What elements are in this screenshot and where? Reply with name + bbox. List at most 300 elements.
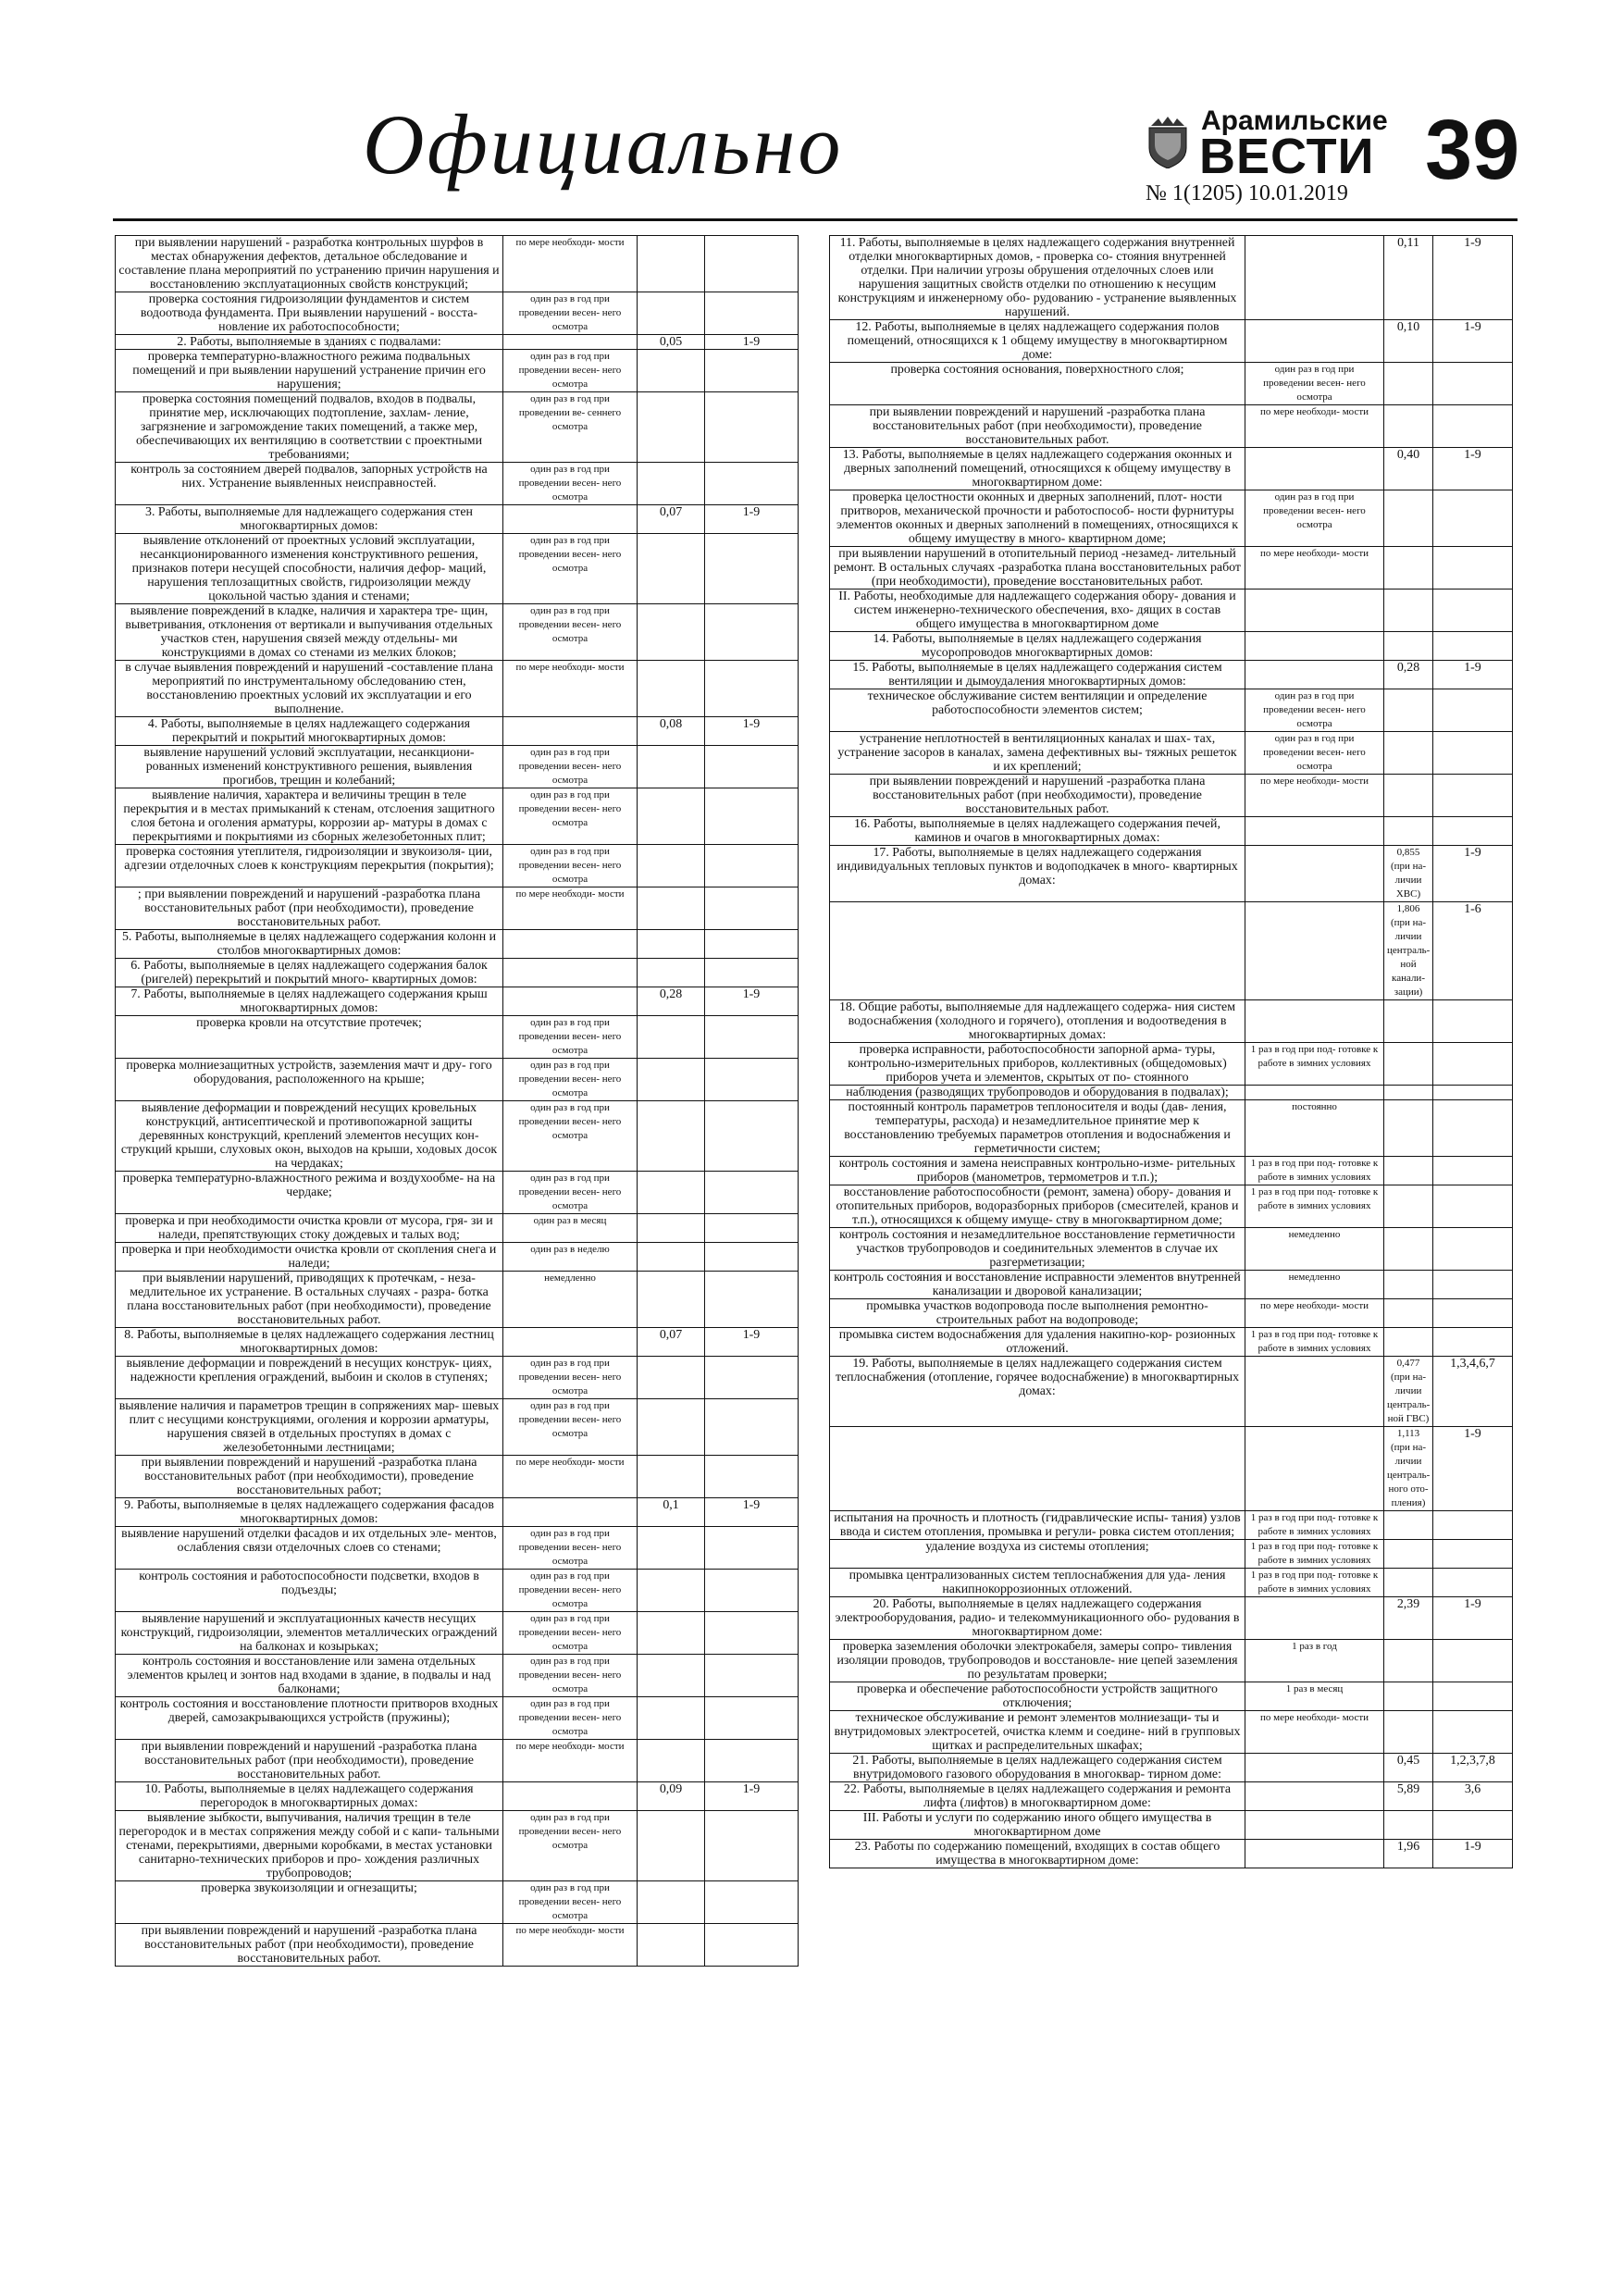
table-cell: 0,1 bbox=[638, 1498, 705, 1527]
table-cell: 1-9 bbox=[1433, 846, 1513, 902]
table-cell: проверка молниезащитных устройств, заземления мачт и дру- гого оборудования, расположенного на крыше; bbox=[116, 1059, 503, 1101]
table-cell: при выявлении повреждений и нарушений -разработка плана восстановительных работ (при необходимости), проведение восстановительных работ. bbox=[830, 405, 1245, 448]
table-cell: один раз в год при проведении весен- него осмотра bbox=[503, 788, 638, 845]
table-cell bbox=[1384, 1299, 1433, 1328]
table-row bbox=[116, 1612, 799, 1655]
table-row bbox=[116, 534, 799, 604]
table-cell bbox=[638, 236, 705, 292]
table-cell: один раз в год при проведении весен- него осмотра bbox=[503, 746, 638, 788]
table-cell bbox=[705, 1740, 799, 1782]
table-cell: 0,10 bbox=[1384, 320, 1433, 363]
table-cell: один раз в месяц bbox=[503, 1214, 638, 1243]
table-cell: при выявлении повреждений и нарушений -разработка плана восстановительных работ (при необходимости), проведение восстановительных работ. bbox=[116, 1924, 503, 1967]
table-cell bbox=[1245, 632, 1384, 661]
table-cell bbox=[1433, 1157, 1513, 1185]
table-cell bbox=[503, 1782, 638, 1811]
table-cell bbox=[1433, 1328, 1513, 1357]
table-cell: 10. Работы, выполняемые в целях надлежащего содержания перегородок в многоквартирных домах: bbox=[116, 1782, 503, 1811]
table-row bbox=[830, 1540, 1513, 1569]
table-cell: постоянный контроль параметров теплоносителя и воды (дав- ления, температуры, расхода) и незамедлительное принятие мер к восстановлению требуемых параметров отопления и водоснабжения и герметичности систем; bbox=[830, 1100, 1245, 1157]
table-row bbox=[116, 604, 799, 661]
table-cell bbox=[1433, 1811, 1513, 1840]
table-cell: один раз в год при проведении весен- него осмотра bbox=[503, 1101, 638, 1172]
table-cell bbox=[1245, 448, 1384, 490]
table-cell bbox=[1433, 1569, 1513, 1597]
table-cell: немедленно bbox=[1245, 1228, 1384, 1271]
table-row bbox=[116, 717, 799, 746]
table-row bbox=[830, 902, 1513, 1000]
table-cell bbox=[705, 1456, 799, 1498]
table-cell: один раз в неделю bbox=[503, 1243, 638, 1272]
table-cell bbox=[638, 1214, 705, 1243]
table-row bbox=[830, 1185, 1513, 1228]
table-cell: по мере необходи- мости bbox=[503, 1740, 638, 1782]
table-cell bbox=[1433, 1640, 1513, 1682]
table-cell bbox=[503, 335, 638, 350]
table-cell: 1 раз в год bbox=[1245, 1640, 1384, 1682]
table-cell bbox=[1384, 689, 1433, 732]
table-cell: 3. Работы, выполняемые для надлежащего содержания стен многоквартирных домов: bbox=[116, 505, 503, 534]
table-row bbox=[830, 1157, 1513, 1185]
table-cell: 0,28 bbox=[638, 987, 705, 1016]
table-cell bbox=[1384, 1185, 1433, 1228]
table-cell bbox=[638, 887, 705, 930]
table-row bbox=[830, 1840, 1513, 1868]
table-cell: 1,2,3,7,8 bbox=[1433, 1754, 1513, 1782]
table-cell bbox=[705, 1101, 799, 1172]
table-cell: 16. Работы, выполняемые в целях надлежащего содержания печей, каминов и очагов в многоквартирных домах: bbox=[830, 817, 1245, 846]
table-cell: испытания на прочность и плотность (гидравлические испы- тания) узлов ввода и систем отопления, промывка и регули- ровка систем отопления; bbox=[830, 1511, 1245, 1540]
table-cell bbox=[830, 902, 1245, 1000]
table-cell: проверка и обеспечение работоспособности устройств защитного отключения; bbox=[830, 1682, 1245, 1711]
table-cell bbox=[705, 1272, 799, 1328]
table-cell bbox=[1433, 817, 1513, 846]
table-cell bbox=[503, 717, 638, 746]
table-cell: проверка состояния гидроизоляции фундаментов и систем водоотвода фундамента. При выявлении нарушений - восста- новление их работоспособности; bbox=[116, 292, 503, 335]
table-row bbox=[830, 846, 1513, 902]
table-row bbox=[830, 1299, 1513, 1328]
table-cell: 8. Работы, выполняемые в целях надлежащего содержания лестниц многоквартирных домов: bbox=[116, 1328, 503, 1357]
table-cell: выявление зыбкости, выпучивания, наличия трещин в теле перегородок и в местах сопряжения между собой и с капи- тальными стенами, перекрытиями, дверными коробками, в местах установки санитарно-технических приборов и про- хождения различных трубопроводов; bbox=[116, 1811, 503, 1881]
table-cell: по мере необходи- мости bbox=[503, 1456, 638, 1498]
table-cell bbox=[638, 845, 705, 887]
table-cell bbox=[1433, 1682, 1513, 1711]
table-cell: проверка заземления оболочки электрокабеля, замеры сопро- тивления изоляции проводов, трубопроводов и восстановле- ние цепей заземления по результатам проверки; bbox=[830, 1640, 1245, 1682]
table-cell bbox=[705, 292, 799, 335]
table-row bbox=[830, 632, 1513, 661]
table-cell: 22. Работы, выполняемые в целях надлежащего содержания и ремонта лифта (лифтов) в многоквартирном доме: bbox=[830, 1782, 1245, 1811]
table-cell bbox=[705, 1059, 799, 1101]
table-row bbox=[830, 732, 1513, 775]
table-cell bbox=[1433, 775, 1513, 817]
table-cell: по мере необходи- мости bbox=[1245, 775, 1384, 817]
table-cell bbox=[705, 236, 799, 292]
table-cell bbox=[1384, 732, 1433, 775]
table-cell: 0,855 (при на- личии ХВС) bbox=[1384, 846, 1433, 902]
table-cell bbox=[638, 661, 705, 717]
table-cell: 15. Работы, выполняемые в целях надлежащего содержания систем вентиляции и дымоудаления многоквартирных домов: bbox=[830, 661, 1245, 689]
table-row bbox=[116, 845, 799, 887]
table-row bbox=[830, 405, 1513, 448]
table-row bbox=[830, 1000, 1513, 1043]
table-row bbox=[830, 661, 1513, 689]
table-cell: 1-9 bbox=[705, 717, 799, 746]
table-cell: 1,113 (при на- личии централь- ного ото- пления) bbox=[1384, 1427, 1433, 1511]
table-row bbox=[116, 987, 799, 1016]
table-cell bbox=[705, 1697, 799, 1740]
table-cell: один раз в год при проведении весен- него осмотра bbox=[503, 1172, 638, 1214]
table-row bbox=[116, 1456, 799, 1498]
table-row bbox=[116, 746, 799, 788]
table-row bbox=[116, 350, 799, 392]
table-cell bbox=[705, 350, 799, 392]
table-row bbox=[116, 1697, 799, 1740]
table-row bbox=[116, 1740, 799, 1782]
table-cell: контроль состояния и незамедлительное восстановление герметичности участков трубопроводов и соединительных элементов в случае их разгерметизации; bbox=[830, 1228, 1245, 1271]
table-cell bbox=[1433, 1228, 1513, 1271]
table-cell bbox=[705, 1357, 799, 1399]
table-cell: 1,96 bbox=[1384, 1840, 1433, 1868]
table-cell bbox=[503, 505, 638, 534]
table-cell: один раз в год при проведении весен- него осмотра bbox=[1245, 363, 1384, 405]
table-cell: выявление нарушений отделки фасадов и их отдельных эле- ментов, ослабления связи отделочных слоев со стенами; bbox=[116, 1527, 503, 1570]
table-cell bbox=[705, 1214, 799, 1243]
table-cell bbox=[1433, 405, 1513, 448]
table-cell bbox=[503, 930, 638, 959]
table-cell: проверка состояния помещений подвалов, входов в подвалы, принятие мер, исключающих подтопление, захлам- ление, загрязнение и загромождение таких помещений, а также мер, обеспечивающих их вентиляцию в соответствии с проектными требованиями; bbox=[116, 392, 503, 463]
table-cell bbox=[1433, 632, 1513, 661]
table-cell bbox=[1384, 363, 1433, 405]
table-cell: 1 раз в год при под- готовке к работе в зимних условиях bbox=[1245, 1511, 1384, 1540]
table-cell bbox=[638, 1697, 705, 1740]
table-cell bbox=[638, 1881, 705, 1924]
table-cell bbox=[1245, 1000, 1384, 1043]
table-cell bbox=[1384, 1000, 1433, 1043]
table-cell: 14. Работы, выполняемые в целях надлежащего содержания мусоропроводов многоквартирных домов: bbox=[830, 632, 1245, 661]
table-cell bbox=[1245, 1811, 1384, 1840]
table-cell bbox=[1433, 689, 1513, 732]
table-cell: при выявлении повреждений и нарушений -разработка плана восстановительных работ (при необходимости), проведение восстановительных работ. bbox=[830, 775, 1245, 817]
table-cell: один раз в год при проведении весен- него осмотра bbox=[503, 604, 638, 661]
table-cell: проверка исправности, работоспособности запорной арма- туры, контрольно-измерительных приборов, коллективных (общедомовых) приборов учета и элементов, скрытых от по- стоянного bbox=[830, 1043, 1245, 1086]
table-row bbox=[116, 1172, 799, 1214]
table-cell: 1 раз в год при под- готовке к работе в зимних условиях bbox=[1245, 1157, 1384, 1185]
table-cell: 1,806 (при на- личии централь- ной канали- зации) bbox=[1384, 902, 1433, 1000]
table-cell: по мере необходи- мости bbox=[1245, 547, 1384, 590]
table-cell: 1-9 bbox=[705, 987, 799, 1016]
table-cell bbox=[1384, 1711, 1433, 1754]
table-cell: выявление повреждений в кладке, наличия и характера тре- щин, выветривания, отклонения от вертикали и выпучивания отдельных участков стен, нарушения связей между отдельны- ми конструкциями в домах со стенами из мелких блоков; bbox=[116, 604, 503, 661]
table-cell bbox=[638, 1570, 705, 1612]
table-cell: 1-9 bbox=[705, 505, 799, 534]
table-cell bbox=[705, 1811, 799, 1881]
table-cell bbox=[705, 392, 799, 463]
table-cell: при выявлении повреждений и нарушений -разработка плана восстановительных работ (при необходимости), проведение восстановительных работ. bbox=[116, 1740, 503, 1782]
table-cell: проверка состояния утеплителя, гидроизоляции и звукоизоля- ции, адгезии отделочных слоев к конструкциям перекрытия (покрытия); bbox=[116, 845, 503, 887]
table-cell bbox=[705, 1172, 799, 1214]
table-cell: 9. Работы, выполняемые в целях надлежащего содержания фасадов многоквартирных домов: bbox=[116, 1498, 503, 1527]
logo-town: Арамильские bbox=[1201, 105, 1388, 136]
table-cell bbox=[638, 463, 705, 505]
table-cell: один раз в год при проведении весен- него осмотра bbox=[503, 1612, 638, 1655]
right-column bbox=[829, 235, 1512, 1868]
table-cell bbox=[1433, 1299, 1513, 1328]
table-cell bbox=[638, 350, 705, 392]
table-row bbox=[830, 1511, 1513, 1540]
table-cell bbox=[1433, 490, 1513, 547]
table-row bbox=[830, 1328, 1513, 1357]
table-cell bbox=[638, 1059, 705, 1101]
table-cell: 12. Работы, выполняемые в целях надлежащего содержания полов помещений, относящихся к 1 общему имуществу в многоквартирном доме: bbox=[830, 320, 1245, 363]
coat-of-arms-icon bbox=[1146, 117, 1190, 168]
table-cell bbox=[1245, 1427, 1384, 1511]
table-cell bbox=[638, 1527, 705, 1570]
table-cell: 6. Работы, выполняемые в целях надлежащего содержания балок (ригелей) перекрытий и покрытий много- квартирных домов: bbox=[116, 959, 503, 987]
table-row bbox=[830, 1754, 1513, 1782]
table-cell: 1 раз в год при под- готовке к работе в зимних условиях bbox=[1245, 1043, 1384, 1086]
table-cell: выявление деформации и повреждений несущих кровельных конструкций, антисептической и противопожарной защиты деревянных конструкций, креплений элементов несущих кон- струкций крыши, слуховых окон, выходов на крыши, ходовых досок на чердаках; bbox=[116, 1101, 503, 1172]
table-cell bbox=[503, 987, 638, 1016]
table-cell bbox=[1384, 632, 1433, 661]
table-cell: проверка целостности оконных и дверных заполнений, плот- ности притворов, механической прочности и работоспособ- ности фурнитуры элементов оконных и дверных заполнений в помещениях, относящихся к общему имуществу в много- квартирном доме; bbox=[830, 490, 1245, 547]
table-cell: 0,07 bbox=[638, 505, 705, 534]
table-cell: техническое обслуживание и ремонт элементов молниезащи- ты и внутридомовых электросетей, очистка клемм и соедине- ний в групповых щитках и распределительных шкафах; bbox=[830, 1711, 1245, 1754]
table-cell: 18. Общие работы, выполняемые для надлежащего содержа- ния систем водоснабжения (холодного и горячего), отопления и водоотведения в многоквартирных домах: bbox=[830, 1000, 1245, 1043]
table-row bbox=[830, 1427, 1513, 1511]
table-cell bbox=[1245, 902, 1384, 1000]
table-cell: удаление воздуха из системы отопления; bbox=[830, 1540, 1245, 1569]
table-cell: 23. Работы по содержанию помещений, входящих в состав общего имущества в многоквартирном доме: bbox=[830, 1840, 1245, 1868]
table-row bbox=[116, 1243, 799, 1272]
table-cell: выявление деформации и повреждений в несущих конструк- циях, надежности крепления ограждений, выбоин и сколов в ступенях; bbox=[116, 1357, 503, 1399]
table-cell bbox=[1245, 817, 1384, 846]
table-row bbox=[116, 1328, 799, 1357]
table-cell: контроль состояния и восстановление или замена отдельных элементов крылец и зонтов над входами в здание, в подвалы и над балконами; bbox=[116, 1655, 503, 1697]
table-cell: контроль состояния и работоспособности подсветки, входов в подъезды; bbox=[116, 1570, 503, 1612]
table-cell: 1-9 bbox=[705, 1498, 799, 1527]
table-cell: 0,11 bbox=[1384, 236, 1433, 320]
table-cell: контроль состояния и замена неисправных контрольно-изме- рительных приборов (манометров, термометров и т.п.); bbox=[830, 1157, 1245, 1185]
table-cell: контроль состояния и восстановление исправности элементов внутренней канализации и дворовой канализации; bbox=[830, 1271, 1245, 1299]
table-cell: проверка звукоизоляции и огнезащиты; bbox=[116, 1881, 503, 1924]
table-cell bbox=[638, 1456, 705, 1498]
table-cell: восстановление работоспособности (ремонт, замена) обору- дования и отопительных приборов, водоразборных приборов (смесителей, кранов и т.п.), относящихся к общему имуще- ству в многоквартирном доме; bbox=[830, 1185, 1245, 1228]
table-row bbox=[830, 1228, 1513, 1271]
table-cell: один раз в год при проведении весен- него осмотра bbox=[1245, 732, 1384, 775]
table-row bbox=[116, 1214, 799, 1243]
table-cell: 1 раз в год при под- готовке к работе в зимних условиях bbox=[1245, 1540, 1384, 1569]
table-cell: 1 раз в год при под- готовке к работе в зимних условиях bbox=[1245, 1569, 1384, 1597]
table-row bbox=[830, 490, 1513, 547]
table-cell bbox=[1433, 1000, 1513, 1043]
table-cell bbox=[1384, 817, 1433, 846]
table-cell: 0,08 bbox=[638, 717, 705, 746]
table-cell bbox=[705, 1016, 799, 1059]
table-cell bbox=[1384, 490, 1433, 547]
table-cell bbox=[1433, 1271, 1513, 1299]
left-table bbox=[115, 235, 799, 1967]
table-cell: 1-9 bbox=[1433, 236, 1513, 320]
table-cell bbox=[1433, 1540, 1513, 1569]
table-cell: 5,89 bbox=[1384, 1782, 1433, 1811]
table-cell: один раз в год при проведении весен- него осмотра bbox=[503, 845, 638, 887]
table-cell bbox=[705, 1612, 799, 1655]
table-row bbox=[116, 1016, 799, 1059]
table-cell bbox=[1245, 1357, 1384, 1427]
table-cell bbox=[638, 604, 705, 661]
table-cell: 5. Работы, выполняемые в целях надлежащего содержания колонн и столбов многоквартирных домов: bbox=[116, 930, 503, 959]
table-cell: при выявлении нарушений, приводящих к протечкам, - неза- медлительное их устранение. В остальных случаях - разра- ботка плана восстановительных работ (при необходимости), проведение восстановительных работ. bbox=[116, 1272, 503, 1328]
table-cell bbox=[705, 1655, 799, 1697]
table-cell bbox=[638, 1399, 705, 1456]
table-cell: выявление нарушений условий эксплуатации, несанкциони- рованных изменений конструктивного решения, выявления прогибов, трещин и колебаний; bbox=[116, 746, 503, 788]
table-cell: 1-6 bbox=[1433, 902, 1513, 1000]
table-cell bbox=[705, 1527, 799, 1570]
table-cell: 2. Работы, выполняемые в зданиях с подвалами: bbox=[116, 335, 503, 350]
table-cell bbox=[1384, 775, 1433, 817]
table-cell: 0,477 (при на- личии централь- ной ГВС) bbox=[1384, 1357, 1433, 1427]
table-row bbox=[830, 448, 1513, 490]
table-cell bbox=[705, 1570, 799, 1612]
table-cell bbox=[503, 959, 638, 987]
table-cell bbox=[1433, 363, 1513, 405]
table-cell bbox=[1245, 590, 1384, 632]
table-cell bbox=[1384, 1271, 1433, 1299]
table-cell bbox=[638, 1811, 705, 1881]
table-cell: 1 раз в год при под- готовке к работе в зимних условиях bbox=[1245, 1185, 1384, 1228]
table-row bbox=[830, 817, 1513, 846]
table-cell bbox=[1433, 1711, 1513, 1754]
table-cell: постоянно bbox=[1245, 1100, 1384, 1157]
table-row bbox=[116, 887, 799, 930]
table-cell bbox=[638, 1016, 705, 1059]
table-cell bbox=[638, 959, 705, 987]
table-row bbox=[116, 392, 799, 463]
table-cell: немедленно bbox=[1245, 1271, 1384, 1299]
table-cell: 1,3,4,6,7 bbox=[1433, 1357, 1513, 1427]
table-cell: 11. Работы, выполняемые в целях надлежащего содержания внутренней отделки многоквартирных домов, - проверка со- стояния внутренней отделки. При наличии угрозы обрушения отделочных слоев или нарушения защитных свойств отделки по отношению к несущим конструкциям и инженерному обо- рудованию - устранение выявленных нарушений. bbox=[830, 236, 1245, 320]
logo-name: ВЕСТИ bbox=[1199, 129, 1375, 184]
section-title: Официально bbox=[363, 97, 844, 192]
table-row bbox=[116, 1059, 799, 1101]
table-cell bbox=[705, 534, 799, 604]
table-row bbox=[116, 1655, 799, 1697]
table-row bbox=[830, 1682, 1513, 1711]
table-row bbox=[830, 1569, 1513, 1597]
table-row bbox=[830, 363, 1513, 405]
table-cell: по мере необходи- мости bbox=[1245, 1299, 1384, 1328]
table-cell: один раз в год при проведении весен- него осмотра bbox=[503, 1811, 638, 1881]
table-row bbox=[830, 1811, 1513, 1840]
newspaper-logo bbox=[1146, 100, 1388, 184]
table-cell bbox=[1384, 1511, 1433, 1540]
table-cell: промывка систем водоснабжения для удаления накипно-кор- розионных отложений. bbox=[830, 1328, 1245, 1357]
table-cell bbox=[1384, 1811, 1433, 1840]
table-row bbox=[116, 1527, 799, 1570]
table-cell: 1-9 bbox=[705, 335, 799, 350]
table-cell: один раз в год при проведении весен- него осмотра bbox=[503, 1059, 638, 1101]
table-row bbox=[830, 1043, 1513, 1086]
table-cell bbox=[1433, 1511, 1513, 1540]
table-row bbox=[830, 689, 1513, 732]
table-cell bbox=[638, 788, 705, 845]
table-cell bbox=[705, 604, 799, 661]
table-row bbox=[116, 959, 799, 987]
table-cell bbox=[1245, 236, 1384, 320]
table-row bbox=[116, 1498, 799, 1527]
table-cell bbox=[1384, 1540, 1433, 1569]
table-cell bbox=[1245, 846, 1384, 902]
table-cell: при выявлении нарушений в отопительный период -незамед- лительный ремонт. В остальных случаях -разработка плана восстановительных работ (при необходимости), проведение восстановительных работ. bbox=[830, 547, 1245, 590]
table-cell: проверка и при необходимости очистка кровли от скопления снега и наледи; bbox=[116, 1243, 503, 1272]
table-cell bbox=[705, 1924, 799, 1967]
table-cell: один раз в год при проведении весен- него осмотра bbox=[503, 1697, 638, 1740]
table-cell: проверка и при необходимости очистка кровли от мусора, гря- зи и наледи, препятствующих стоку дождевых и талых вод; bbox=[116, 1214, 503, 1243]
table-cell: выявление нарушений и эксплуатационных качеств несущих конструкций, гидроизоляции, элементов металлических ограждений на балконах и козырьках; bbox=[116, 1612, 503, 1655]
table-cell: в случае выявления повреждений и нарушений -составление плана мероприятий по инструментальному обследованию стен, восстановлению проектных условий их эксплуатации и его выполнение. bbox=[116, 661, 503, 717]
table-cell: один раз в год при проведении ве- сеннего осмотра bbox=[503, 392, 638, 463]
table-cell: 0,40 bbox=[1384, 448, 1433, 490]
table-cell bbox=[705, 1399, 799, 1456]
table-cell: по мере необходи- мости bbox=[1245, 1711, 1384, 1754]
table-cell bbox=[1384, 1328, 1433, 1357]
table-cell: 1-9 bbox=[1433, 661, 1513, 689]
table-row bbox=[830, 236, 1513, 320]
table-cell: один раз в год при проведении весен- него осмотра bbox=[503, 463, 638, 505]
table-cell: ; при выявлении повреждений и нарушений -разработка плана восстановительных работ (при необходимости), проведение восстановительных работ. bbox=[116, 887, 503, 930]
table-cell: по мере необходи- мости bbox=[503, 236, 638, 292]
table-cell bbox=[1433, 732, 1513, 775]
table-cell: устранение неплотностей в вентиляционных каналах и шах- тах, устранение засоров в каналах, замена дефективных вы- тяжных решеток и их креплений; bbox=[830, 732, 1245, 775]
table-cell bbox=[503, 1328, 638, 1357]
table-cell bbox=[1384, 1640, 1433, 1682]
table-cell: техническое обслуживание систем вентиляции и определение работоспособности элементов систем; bbox=[830, 689, 1245, 732]
table-cell bbox=[1245, 1840, 1384, 1868]
table-cell: при выявлении нарушений - разработка контрольных шурфов в местах обнаружения дефектов, детальное обследование и составление плана мероприятий по устранению причин нарушения и восстановлению эксплуатационных свойств конструкций; bbox=[116, 236, 503, 292]
right-table bbox=[829, 235, 1513, 1868]
table-cell bbox=[1384, 590, 1433, 632]
table-cell bbox=[1384, 1682, 1433, 1711]
left-column bbox=[115, 235, 798, 1967]
table-cell bbox=[638, 534, 705, 604]
table-cell bbox=[705, 959, 799, 987]
table-cell bbox=[638, 292, 705, 335]
table-cell: 2,39 bbox=[1384, 1597, 1433, 1640]
table-cell: 1-9 bbox=[1433, 1427, 1513, 1511]
table-cell: 1 раз в месяц bbox=[1245, 1682, 1384, 1711]
table-cell: один раз в год при проведении весен- него осмотра bbox=[503, 1527, 638, 1570]
table-cell bbox=[638, 1924, 705, 1967]
table-row bbox=[116, 1399, 799, 1456]
table-row bbox=[830, 1782, 1513, 1811]
table-cell: 17. Работы, выполняемые в целях надлежащего содержания индивидуальных тепловых пунктов и водоподкачек в много- квартирных домах: bbox=[830, 846, 1245, 902]
table-cell: один раз в год при проведении весен- него осмотра bbox=[503, 1881, 638, 1924]
table-cell: один раз в год при проведении весен- него осмотра bbox=[503, 350, 638, 392]
table-cell bbox=[638, 1655, 705, 1697]
table-cell bbox=[705, 1243, 799, 1272]
table-cell: 1-9 bbox=[705, 1328, 799, 1357]
page-header bbox=[0, 0, 1623, 227]
table-cell: проверка температурно-влажностного режима и воздухообме- на на чердаке; bbox=[116, 1172, 503, 1214]
table-cell bbox=[1245, 1086, 1384, 1100]
table-cell: 1-9 bbox=[705, 1782, 799, 1811]
table-row bbox=[830, 320, 1513, 363]
table-row bbox=[830, 547, 1513, 590]
table-cell: один раз в год при проведении весен- него осмотра bbox=[503, 1399, 638, 1456]
table-cell: один раз в год при проведении весен- него осмотра bbox=[503, 1357, 638, 1399]
table-cell bbox=[1433, 1086, 1513, 1100]
table-cell: проверка состояния основания, поверхностного слоя; bbox=[830, 363, 1245, 405]
